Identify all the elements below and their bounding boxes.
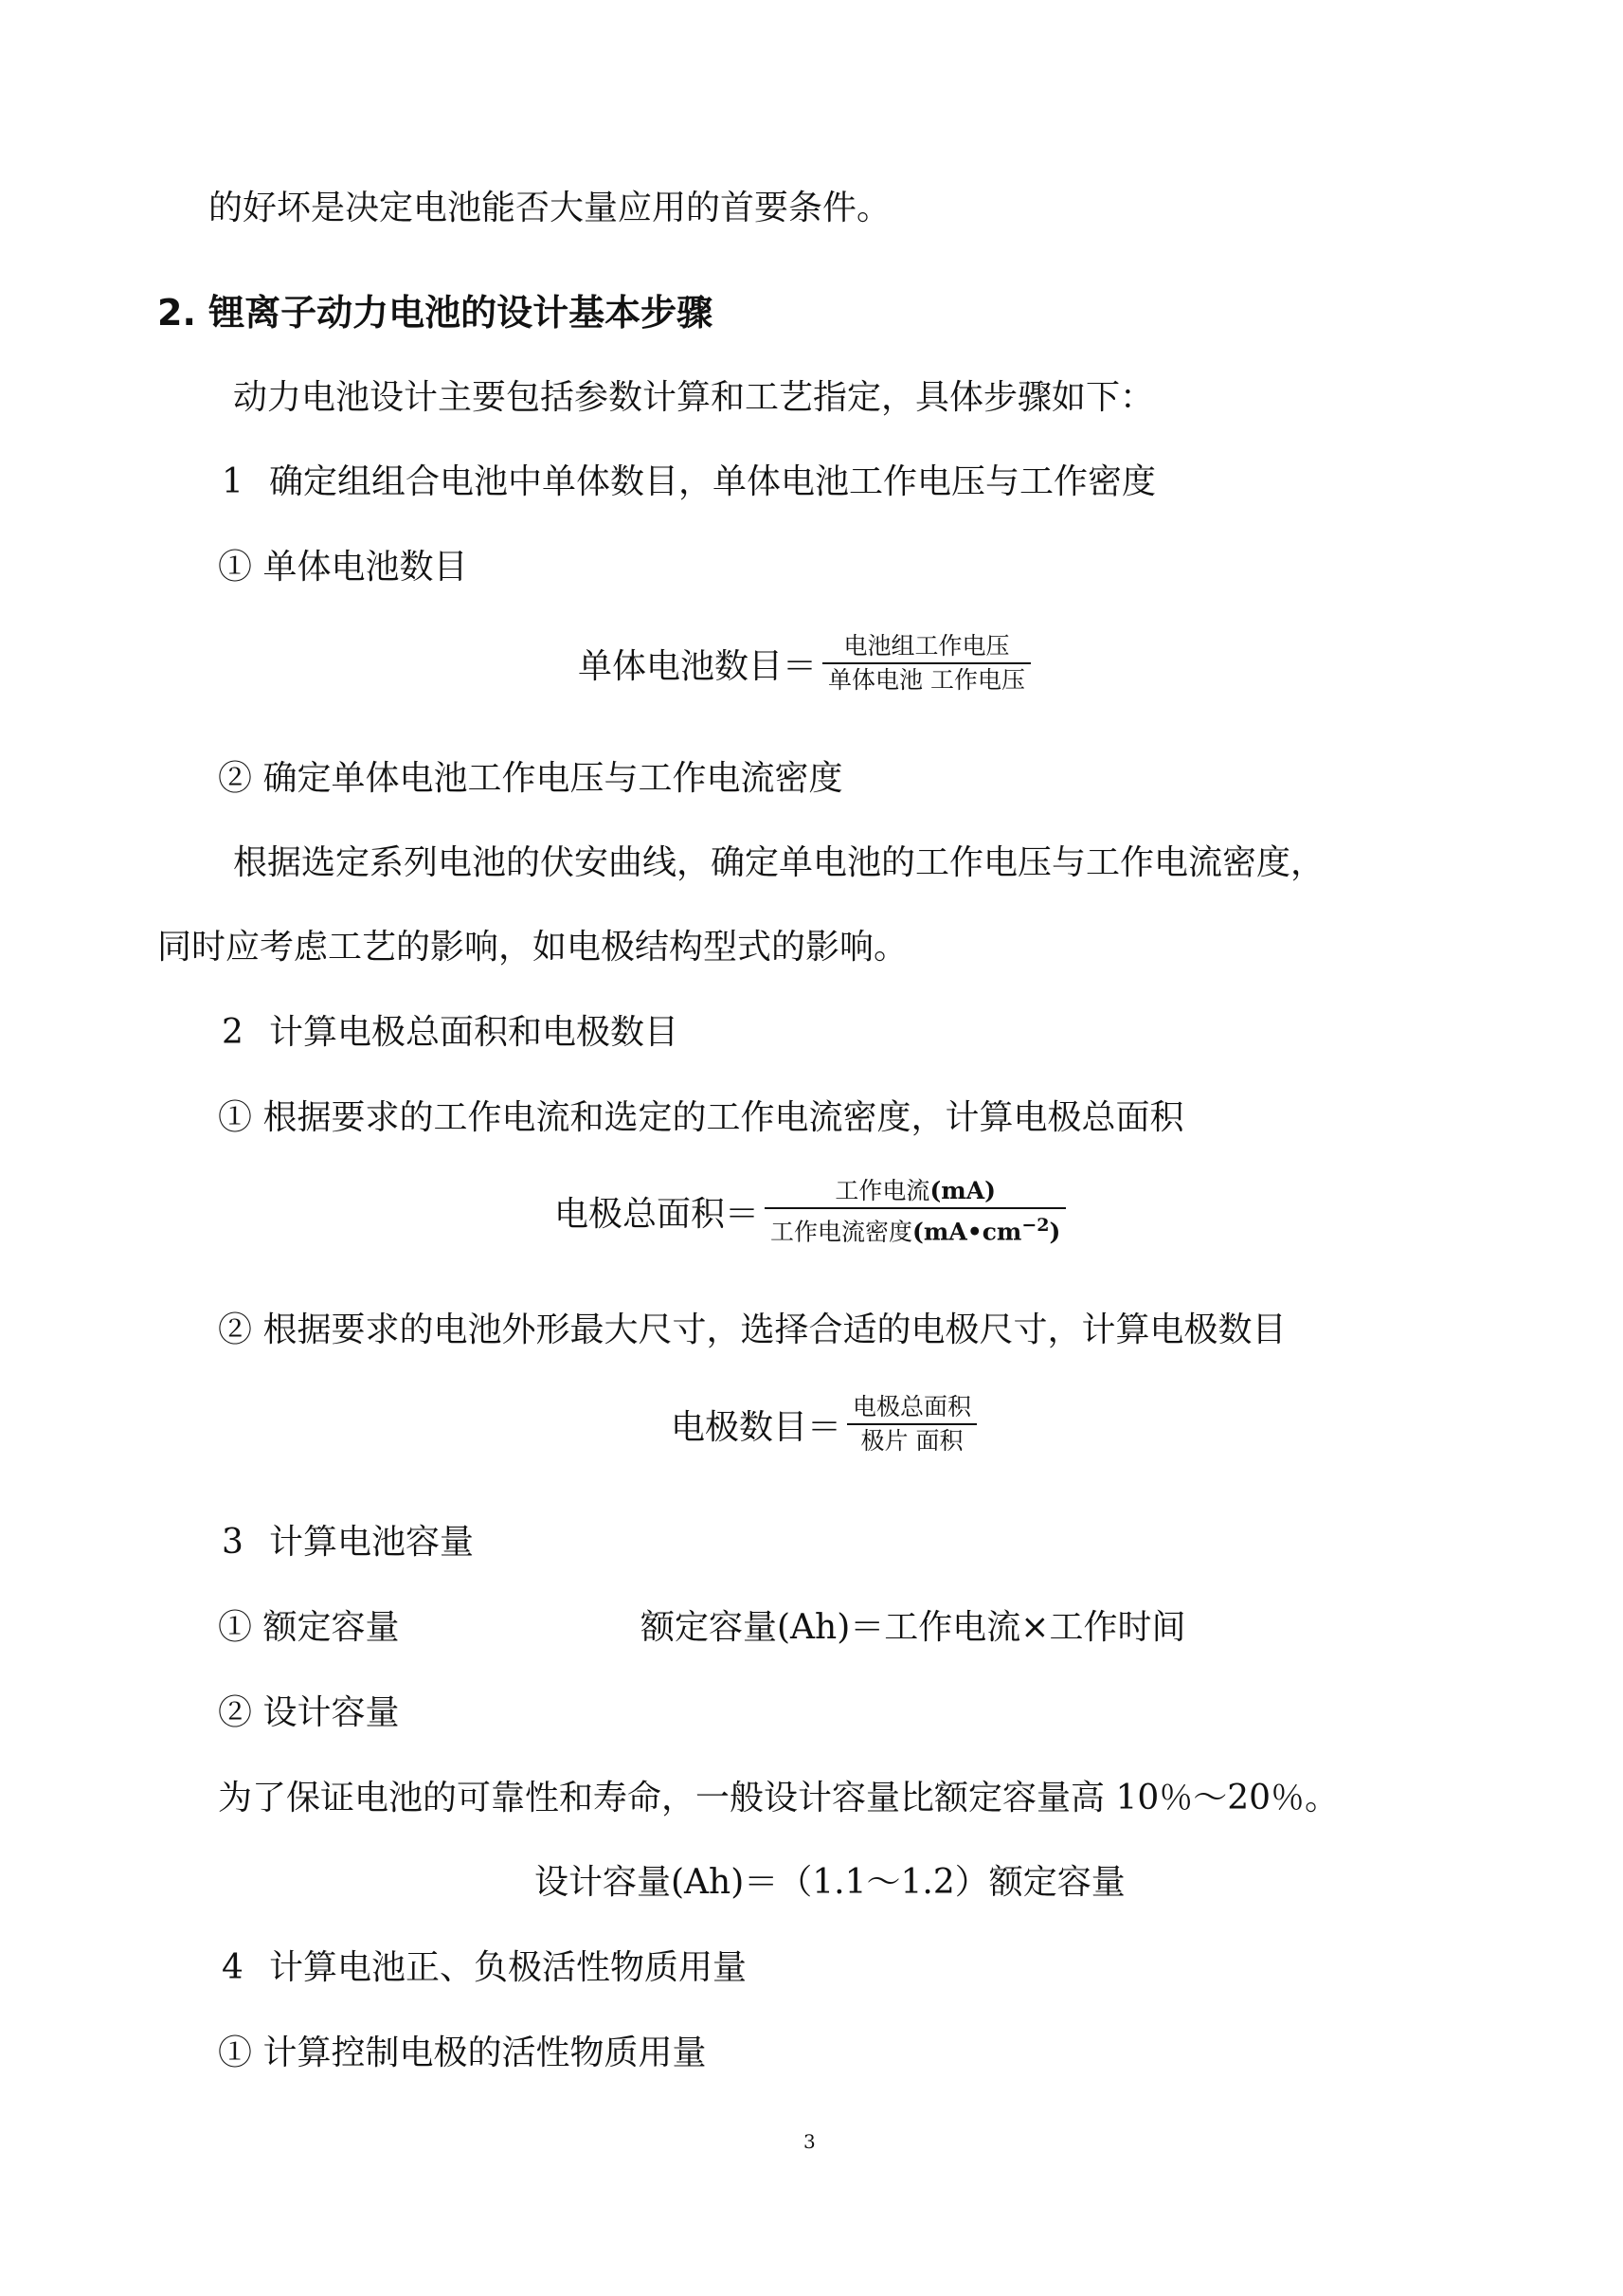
formula-electrode-count-denominator: 极片 面积 bbox=[860, 1427, 964, 1455]
paragraph-voltage-line1: 根据选定系列电池的伏安曲线，确定单电池的工作电压与工作电流密度， bbox=[233, 843, 1325, 882]
paragraph-overview: 动力电池设计主要包括参数计算和工艺指定，具体步骤如下： bbox=[233, 378, 1155, 417]
step-3 bbox=[222, 1520, 474, 1565]
step-3b-text: 设计容量 bbox=[262, 1693, 400, 1732]
formula-cell-count bbox=[578, 630, 1031, 696]
step-3a bbox=[218, 1605, 399, 1651]
circled-one-marker: ① bbox=[218, 2034, 253, 2072]
circled-one-marker: ① bbox=[218, 548, 253, 587]
step-3b bbox=[218, 1690, 399, 1736]
step-2-number: 2 bbox=[222, 1013, 243, 1052]
formula-electrode-area-numerator: 工作电流(mA) bbox=[835, 1177, 996, 1204]
formula-electrode-count bbox=[671, 1391, 977, 1457]
step-1b bbox=[218, 756, 842, 802]
step-1b-text: 确定单体电池工作电压与工作电流密度 bbox=[262, 759, 843, 798]
step-2 bbox=[222, 1010, 678, 1056]
formula-cell-count-numerator: 电池组工作电压 bbox=[843, 632, 1010, 660]
paragraph-voltage-line2: 同时应考虑工艺的影响，如电极结构型式的影响。 bbox=[157, 928, 909, 967]
step-2-text: 计算电极总面积和电极数目 bbox=[269, 1013, 679, 1052]
formula-rated-capacity: 额定容量(Ah)＝工作电流×工作时间 bbox=[640, 1608, 1186, 1647]
step-1a-text: 单体电池数目 bbox=[262, 548, 468, 587]
page-number: 3 bbox=[803, 2130, 816, 2153]
step-1-text: 确定组组合电池中单体数目，单体电池工作电压与工作密度 bbox=[269, 462, 1157, 501]
step-1a bbox=[218, 545, 467, 590]
step-1-number: 1 bbox=[222, 462, 243, 501]
step-4 bbox=[222, 1945, 747, 1991]
step-3-text: 计算电池容量 bbox=[269, 1523, 475, 1562]
step-4a bbox=[218, 2031, 706, 2076]
step-3a-text: 额定容量 bbox=[262, 1608, 400, 1647]
step-3-number: 3 bbox=[222, 1523, 243, 1562]
circled-two-marker: ② bbox=[218, 1311, 253, 1349]
formula-electrode-area-fraction bbox=[765, 1175, 1066, 1248]
formula-electrode-area bbox=[554, 1175, 1066, 1248]
step-4-text: 计算电池正、负极活性物质用量 bbox=[269, 1948, 748, 1987]
formula-electrode-count-numerator: 电极总面积 bbox=[853, 1393, 972, 1420]
step-2b-text: 根据要求的电池外形最大尺寸，选择合适的电极尺寸，计算电极数目 bbox=[262, 1311, 1287, 1349]
step-4a-text: 计算控制电极的活性物质用量 bbox=[262, 2034, 707, 2072]
formula-cell-count-denominator: 单体电池 工作电压 bbox=[828, 666, 1025, 694]
circled-one-marker: ① bbox=[218, 1608, 253, 1647]
paragraph-design-capacity: 为了保证电池的可靠性和寿命，一般设计容量比额定容量高 10％～20％。 bbox=[218, 1779, 1340, 1817]
circled-one-marker: ① bbox=[218, 1098, 253, 1137]
step-2a-text: 根据要求的工作电流和选定的工作电流密度，计算电极总面积 bbox=[262, 1098, 1184, 1137]
step-4-number: 4 bbox=[222, 1948, 243, 1987]
formula-cell-count-lhs: 单体电池数目＝ bbox=[578, 646, 818, 686]
paragraph-intro-tail: 的好坏是决定电池能否大量应用的首要条件。 bbox=[208, 189, 892, 227]
formula-cell-count-fraction bbox=[822, 630, 1031, 696]
step-1 bbox=[222, 460, 1156, 505]
step-2a bbox=[218, 1095, 1183, 1141]
section-heading: 2. 锂离子动力电池的设计基本步骤 bbox=[157, 292, 713, 334]
formula-electrode-area-lhs: 电极总面积＝ bbox=[554, 1195, 760, 1235]
formula-electrode-area-denominator: 工作电流密度$(mA•cm^{-2})$ bbox=[770, 1215, 1061, 1246]
formula-design-capacity: 设计容量(Ah)＝（1.1～1.2）额定容量 bbox=[534, 1863, 1126, 1902]
formula-electrode-count-lhs: 电极数目＝ bbox=[671, 1407, 842, 1447]
step-2b bbox=[218, 1308, 1286, 1353]
formula-electrode-count-fraction bbox=[847, 1391, 977, 1457]
circled-two-marker: ② bbox=[218, 1693, 253, 1732]
circled-two-marker: ② bbox=[218, 759, 253, 798]
